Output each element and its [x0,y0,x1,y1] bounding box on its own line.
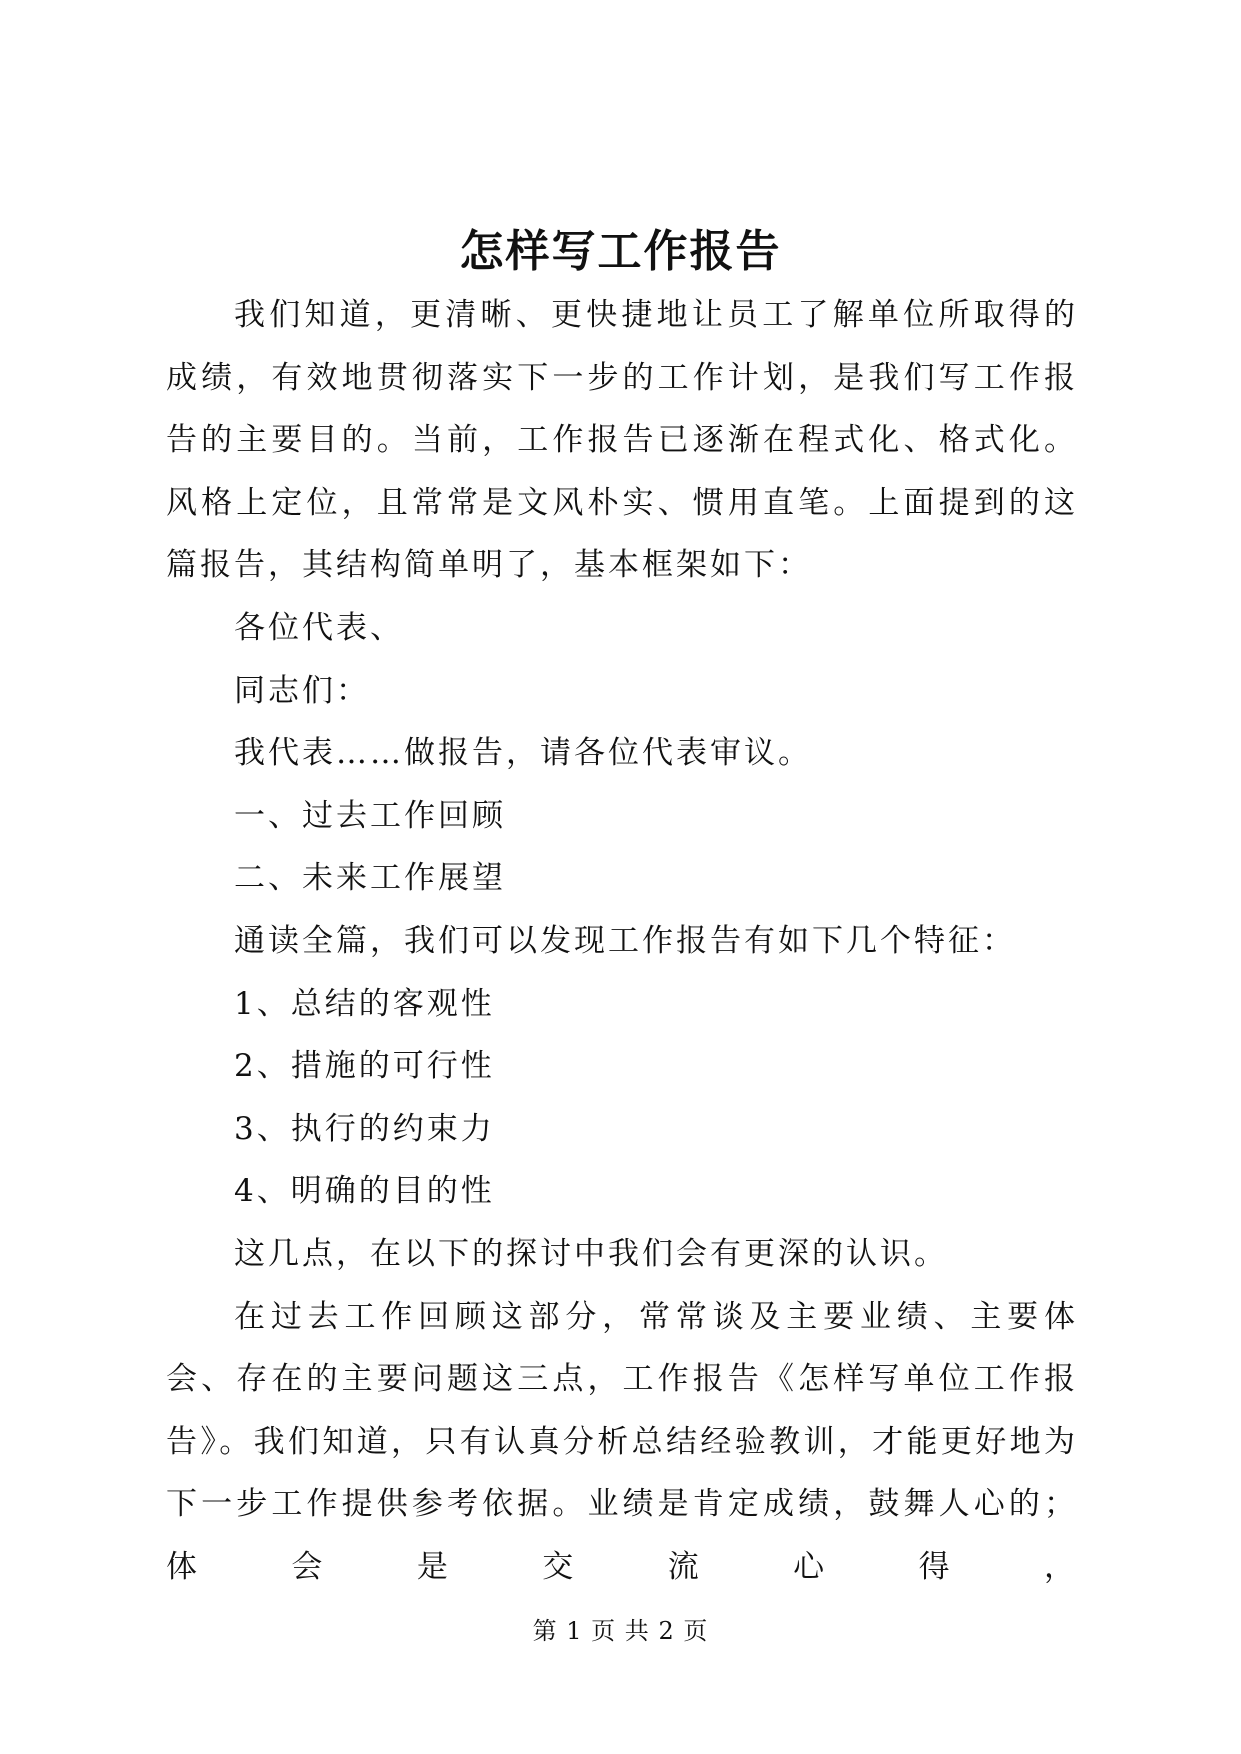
section-heading-2: 二、未来工作展望 [234,860,506,897]
salutation-line-2: 同志们： [234,672,370,709]
transition-line: 这几点，在以下的探讨中我们会有更深的认识。 [234,1235,948,1272]
section-heading-1: 一、过去工作回顾 [234,797,506,834]
salutation-line-1: 各位代表、 [234,609,404,646]
opening-statement: 我代表……做报告，请各位代表审议。 [234,735,812,772]
features-intro: 通读全篇，我们可以发现工作报告有如下几个特征： [234,922,1016,959]
feature-item-2: 2、措施的可行性 [234,1048,495,1085]
page-number-footer: 第 1 页 共 2 页 [532,1617,709,1645]
closing-paragraph: 在过去工作回顾这部分，常常谈及主要业绩、主要体会、存在的主要问题这三点，工作报告《怎样写单位工作报告》。我们知道，只有认真分析总结经验教训，才能更好地为下一步工作提供参考依据。业绩是肯定成绩，鼓舞人心的；体会是交流心得， [166,1298,1078,1585]
document-title: 怎样写工作报告 [459,226,782,277]
feature-item-4: 4、明确的目的性 [234,1173,495,1210]
feature-item-3: 3、执行的约束力 [234,1110,495,1147]
intro-paragraph: 我们知道，更清晰、更快捷地让员工了解单位所取得的成绩，有效地贯彻落实下一步的工作计划，是我们写工作报告的主要目的。当前，工作报告已逐渐在程式化、格式化。风格上定位，且常常是文风朴实、惯用直笔。上面提到的这篇报告，其结构简单明了，基本框架如下： [166,297,1078,584]
document-body [166,284,1078,1598]
feature-item-1: 1、总结的客观性 [234,985,495,1022]
